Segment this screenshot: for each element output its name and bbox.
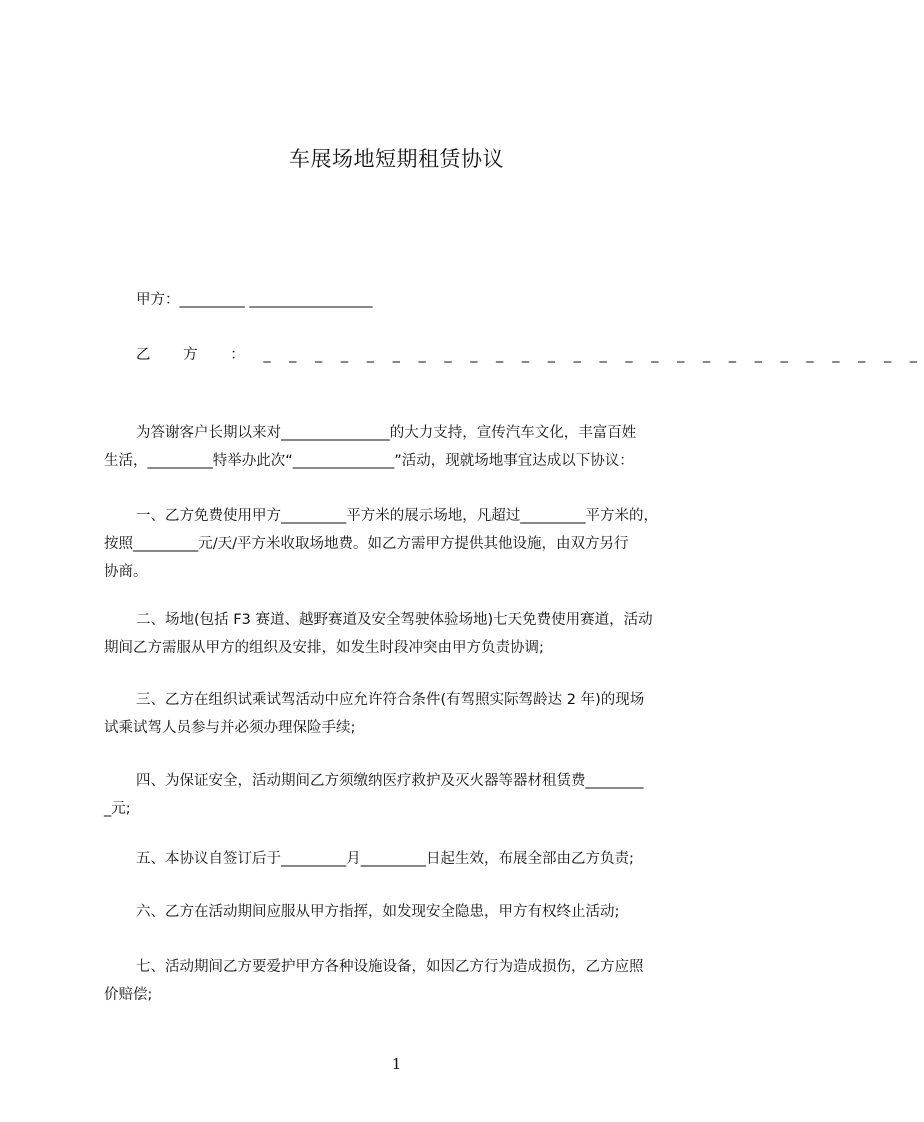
clause-3-line-2: 试乘试驾人员参与并必须办理保险手续;	[104, 720, 356, 736]
party-b-label: 乙 方 ：	[136, 347, 259, 363]
clause-4-line-1: 四、为保证安全，活动期间乙方须缴纳医疗救护及灭火器等器材租赁费________	[136, 773, 644, 789]
clause-6-line-1: 六、乙方在活动期间应服从甲方指挥，如发现安全隐患，甲方有权终止活动;	[136, 904, 620, 920]
clause-2-line-2: 期间乙方需服从甲方的组织及安排，如发生时段冲突由甲方负责协调;	[104, 640, 544, 656]
party-a-line: 甲方：_________ _________________	[136, 292, 373, 308]
clause-4-line-2: _元;	[104, 801, 131, 817]
clause-1-line-3: 协商。	[104, 564, 148, 580]
clause-5-line-1: 五、本协议自签订后于_________月_________日起生效，布展全部由乙方负责;	[136, 851, 634, 867]
party-b-line	[104, 341, 924, 369]
intro-line-2: 生活，_________特举办此次“______________”活动，现就场地事宜达成以下协议：	[104, 453, 634, 469]
clause-7-line-2: 价赔偿;	[104, 987, 153, 1003]
clause-1-line-1: 一、乙方免费使用甲方_________平方米的展示场地，凡超过_________平方米的，	[136, 508, 658, 524]
clause-2-line-1: 二、场地(包括 F3 赛道、越野赛道及安全驾驶体验场地)七天免费使用赛道，活动	[136, 612, 653, 628]
page-number: 1	[391, 1055, 402, 1073]
clause-3-line-1: 三、乙方在组织试乘试驾活动中应允许符合条件(有驾照实际驾龄达 2 年)的现场	[136, 692, 645, 708]
document-title: 车展场地短期租赁协议	[289, 147, 504, 171]
clause-7-line-1: 七、活动期间乙方要爱护甲方各种设施设备，如因乙方行为造成损伤，乙方应照	[136, 959, 644, 975]
intro-line-1: 为答谢客户长期以来对_______________的大力支持，宣传汽车文化，丰富百姓	[136, 425, 637, 441]
party-b-value: _ _ _ _ _ _ _ _ _ _ _ _ _ _ _ _ _ _ _ _ _ _ _ _ _ _	[263, 347, 924, 363]
clause-1-line-2: 按照_________元/天/平方米收取场地费。如乙方需甲方提供其他设施，由双方另行	[104, 536, 629, 552]
